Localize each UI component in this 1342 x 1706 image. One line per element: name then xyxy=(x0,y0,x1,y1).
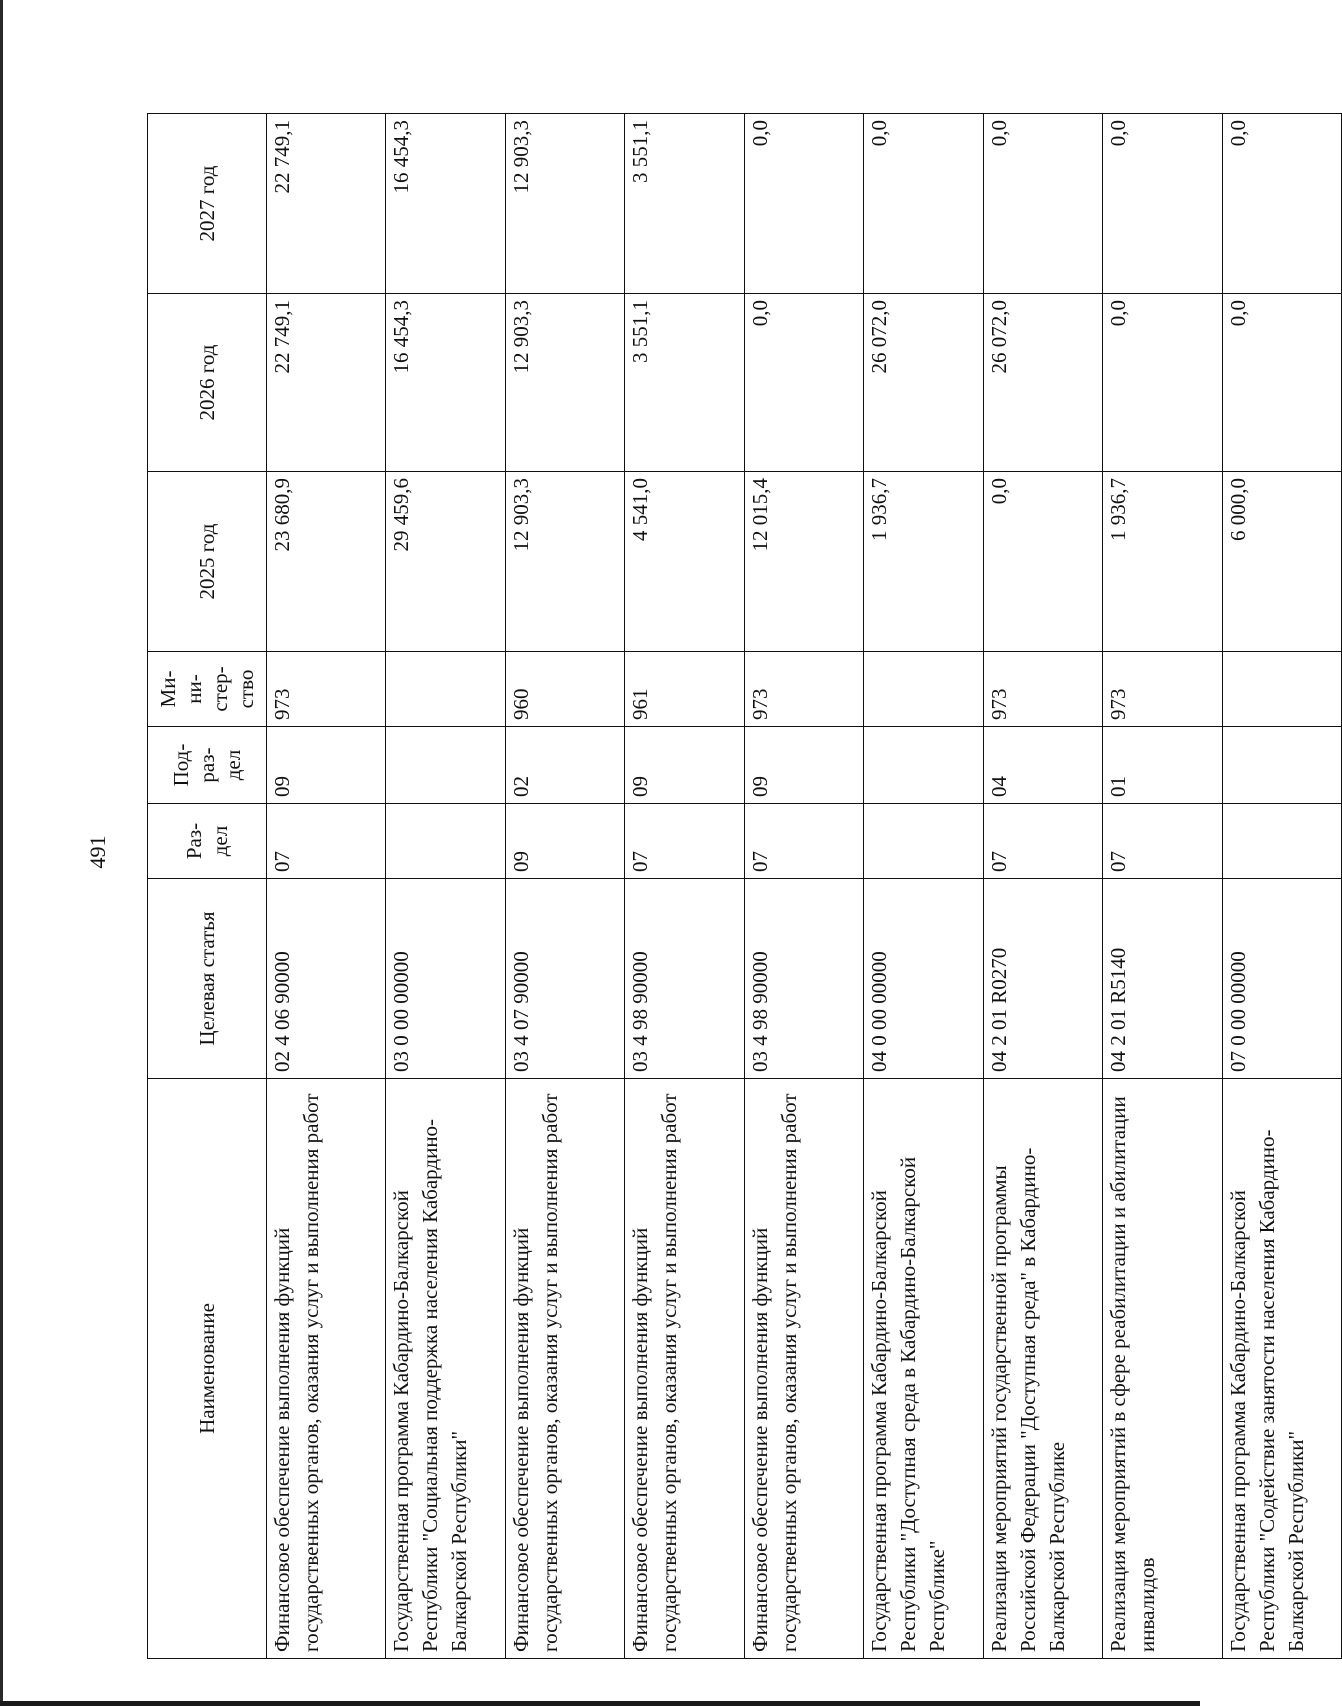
cell-2025: 1 936,7 xyxy=(864,472,983,652)
cell-subsection xyxy=(864,727,983,804)
cell-2027: 0,0 xyxy=(1103,114,1222,294)
table-row xyxy=(505,114,624,1659)
cell-name: Реализация мероприятий в сфере реабилитации и абилитации инвалидов xyxy=(1103,1079,1222,1659)
cell-ministry: 973 xyxy=(983,652,1102,727)
cell-target-article: 03 0 00 00000 xyxy=(386,879,505,1079)
cell-ministry: 961 xyxy=(625,652,744,727)
cell-ministry xyxy=(864,652,983,727)
cell-2027: 12 903,3 xyxy=(505,114,624,294)
cell-ministry: 973 xyxy=(267,652,386,727)
cell-name: Финансовое обеспечение выполнения функций государственных органов, оказания услуг и выполнения работ xyxy=(625,1079,744,1659)
cell-section xyxy=(386,804,505,879)
header-2025: 2025 год xyxy=(148,472,267,652)
cell-name: Государственная программа Кабардино-Балкарской Республики "Социальная поддержка населения Кабардино-Балкарской Республики" xyxy=(386,1079,505,1659)
cell-2025: 12 015,4 xyxy=(744,472,863,652)
cell-ministry: 960 xyxy=(505,652,624,727)
cell-2027: 0,0 xyxy=(744,114,863,294)
cell-target-article: 07 0 00 00000 xyxy=(1222,879,1342,1079)
cell-target-article: 03 4 98 90000 xyxy=(744,879,863,1079)
table-row xyxy=(1222,114,1342,1659)
cell-subsection: 09 xyxy=(625,727,744,804)
cell-ministry: 973 xyxy=(1103,652,1222,727)
cell-subsection: 02 xyxy=(505,727,624,804)
cell-target-article: 04 2 01 R0270 xyxy=(983,879,1102,1079)
cell-2025: 29 459,6 xyxy=(386,472,505,652)
cell-section xyxy=(864,804,983,879)
cell-target-article: 02 4 06 90000 xyxy=(267,879,386,1079)
cell-2025: 6 000,0 xyxy=(1222,472,1342,652)
cell-2025: 23 680,9 xyxy=(267,472,386,652)
header-ministry: Ми- ни- стер- ство xyxy=(148,652,267,727)
page-number: 491 xyxy=(85,835,110,869)
cell-subsection: 04 xyxy=(983,727,1102,804)
header-subsection: Под- раз- дел xyxy=(148,727,267,804)
cell-section xyxy=(1222,804,1342,879)
cell-2025: 1 936,7 xyxy=(1103,472,1222,652)
cell-2026: 0,0 xyxy=(1103,294,1222,472)
cell-section: 07 xyxy=(744,804,863,879)
cell-target-article: 04 2 01 R5140 xyxy=(1103,879,1222,1079)
table-header-row xyxy=(148,114,267,1659)
table-row xyxy=(983,114,1102,1659)
header-target-article: Целевая статья xyxy=(148,879,267,1079)
header-name: Наименование xyxy=(148,1079,267,1659)
header-2026: 2026 год xyxy=(148,294,267,472)
cell-subsection: 09 xyxy=(267,727,386,804)
cell-target-article: 04 0 00 00000 xyxy=(864,879,983,1079)
cell-ministry xyxy=(1222,652,1342,727)
cell-target-article: 03 4 07 90000 xyxy=(505,879,624,1079)
cell-2026: 0,0 xyxy=(1222,294,1342,472)
cell-name: Финансовое обеспечение выполнения функций государственных органов, оказания услуг и выполнения работ xyxy=(505,1079,624,1659)
cell-2027: 22 749,1 xyxy=(267,114,386,294)
header-2027: 2027 год xyxy=(148,114,267,294)
table-row xyxy=(267,114,386,1659)
cell-ministry xyxy=(386,652,505,727)
cell-2027: 3 551,1 xyxy=(625,114,744,294)
table-row xyxy=(625,114,744,1659)
table-row xyxy=(864,114,983,1659)
cell-section: 07 xyxy=(267,804,386,879)
cell-2026: 0,0 xyxy=(744,294,863,472)
cell-section: 07 xyxy=(1103,804,1222,879)
cell-name: Государственная программа Кабардино-Балкарской Республики "Содействие занятости населения Кабардино-Балкарской Республики" xyxy=(1222,1079,1342,1659)
cell-2026: 26 072,0 xyxy=(864,294,983,472)
cell-ministry: 973 xyxy=(744,652,863,727)
cell-2025: 12 903,3 xyxy=(505,472,624,652)
cell-target-article: 03 4 98 90000 xyxy=(625,879,744,1079)
cell-name: Финансовое обеспечение выполнения функций государственных органов, оказания услуг и выполнения работ xyxy=(267,1079,386,1659)
cell-2026: 12 903,3 xyxy=(505,294,624,472)
cell-2027: 16 454,3 xyxy=(386,114,505,294)
budget-table xyxy=(147,113,1342,1659)
cell-2027: 0,0 xyxy=(1222,114,1342,294)
cell-section: 07 xyxy=(625,804,744,879)
cell-name: Реализация мероприятий государственной программы Российской Федерации "Доступная среда" в Кабардино-Балкарской Республике xyxy=(983,1079,1102,1659)
table-row xyxy=(744,114,863,1659)
table-row xyxy=(1103,114,1222,1659)
scan-edge-left xyxy=(0,0,3,1706)
cell-2027: 0,0 xyxy=(983,114,1102,294)
cell-2025: 4 541,0 xyxy=(625,472,744,652)
cell-subsection: 09 xyxy=(744,727,863,804)
cell-section: 07 xyxy=(983,804,1102,879)
cell-name: Финансовое обеспечение выполнения функций государственных органов, оказания услуг и выполнения работ xyxy=(744,1079,863,1659)
cell-section: 09 xyxy=(505,804,624,879)
cell-2025: 0,0 xyxy=(983,472,1102,652)
scan-edge-bottom xyxy=(0,1701,1200,1706)
cell-subsection xyxy=(386,727,505,804)
cell-subsection: 01 xyxy=(1103,727,1222,804)
cell-subsection xyxy=(1222,727,1342,804)
cell-name: Государственная программа Кабардино-Балкарской Республики "Доступная среда в Кабардино-Балкарской Республике" xyxy=(864,1079,983,1659)
cell-2026: 3 551,1 xyxy=(625,294,744,472)
header-section: Раз- дел xyxy=(148,804,267,879)
cell-2027: 0,0 xyxy=(864,114,983,294)
budget-table-sheet xyxy=(147,114,1342,1659)
table-row xyxy=(386,114,505,1659)
cell-2026: 16 454,3 xyxy=(386,294,505,472)
cell-2026: 22 749,1 xyxy=(267,294,386,472)
cell-2026: 26 072,0 xyxy=(983,294,1102,472)
